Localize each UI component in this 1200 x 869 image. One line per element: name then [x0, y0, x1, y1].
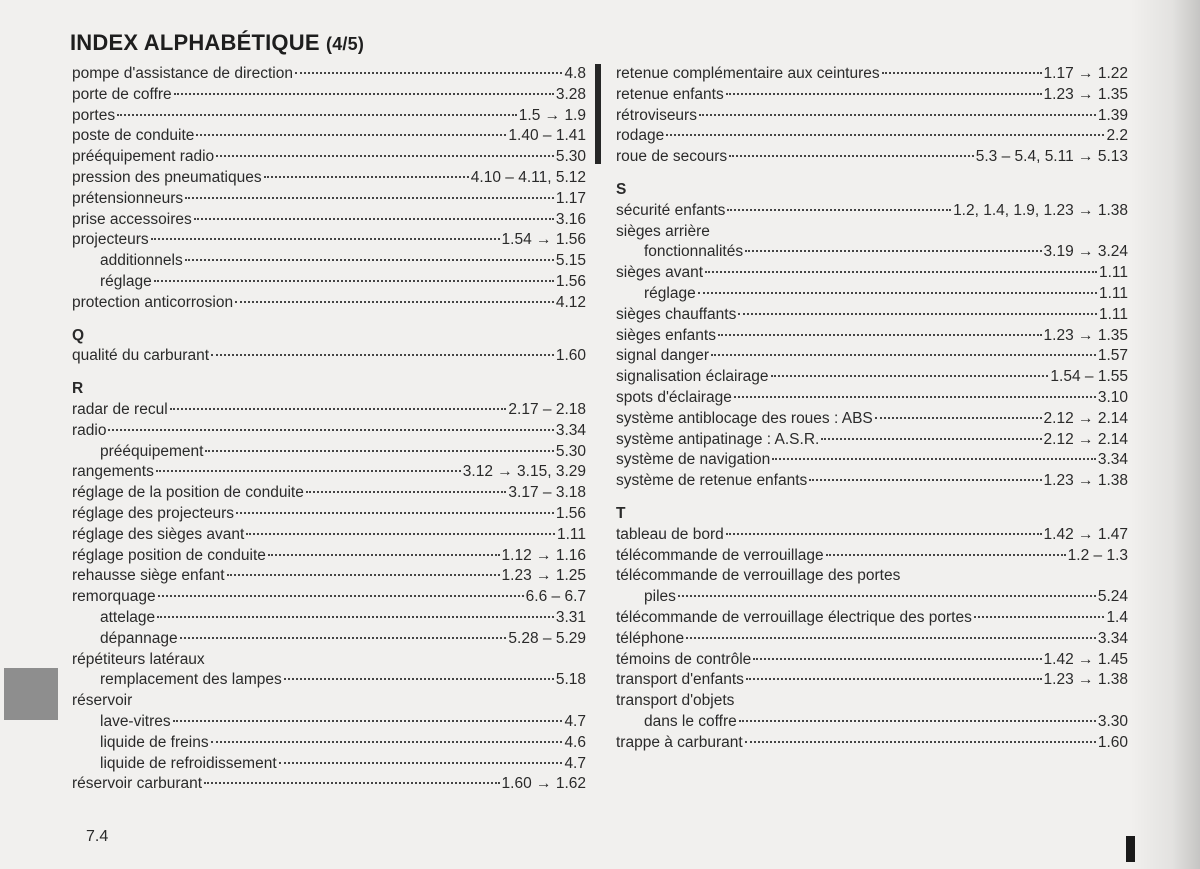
dot-leader [699, 114, 1096, 116]
index-entry [72, 230, 586, 251]
index-entry [72, 106, 586, 127]
dot-leader [718, 334, 1042, 336]
dot-leader [284, 678, 554, 680]
index-page-ref: 2.12 → 2.14 [1043, 409, 1128, 427]
index-term: dépannage [100, 629, 178, 647]
index-page-ref: 3.10 [1097, 388, 1128, 406]
index-entry [72, 400, 586, 421]
index-page-ref: 1.42 → 1.45 [1043, 650, 1128, 668]
index-page-ref: 3.19 → 3.24 [1043, 243, 1128, 261]
index-page-ref: 2.12 → 2.14 [1043, 430, 1128, 448]
index-entry [616, 326, 1128, 347]
index-page-ref: 1.12 → 1.16 [501, 546, 586, 564]
index-page-ref: 1.11 [1098, 305, 1128, 323]
dot-leader [882, 72, 1042, 74]
index-entry [616, 650, 1128, 671]
index-entry [72, 421, 586, 442]
index-page-ref: 1.23 → 1.35 [1043, 85, 1128, 103]
index-entry [72, 504, 586, 525]
index-entry [72, 566, 586, 587]
index-entry [72, 85, 586, 106]
index-page-ref: 1.17 → 1.22 [1043, 65, 1128, 82]
page-title [70, 30, 364, 56]
section-heading-r: R [72, 380, 84, 398]
index-entry [72, 189, 586, 210]
dot-leader [180, 637, 507, 639]
dot-leader [698, 292, 1097, 294]
dot-leader [185, 197, 554, 199]
index-entry [72, 168, 586, 189]
index-page-ref: 1.60 → 1.62 [501, 775, 586, 793]
index-entry [72, 126, 586, 147]
dot-leader [196, 134, 506, 136]
index-term: remorquage [72, 588, 156, 606]
dot-leader [235, 301, 554, 303]
index-term: prééquipement [100, 442, 204, 460]
index-page-ref: 1.54 – 1.55 [1050, 368, 1128, 386]
index-term: retenue complémentaire aux ceintures [616, 65, 880, 82]
dot-leader [729, 155, 974, 157]
index-entry [616, 85, 1128, 106]
index-term: prééquipement radio [72, 148, 215, 166]
index-term-reservoir: réservoir [72, 692, 133, 710]
index-term: réglage position de conduite [72, 546, 266, 564]
index-entry [616, 471, 1128, 492]
index-page-ref: 1.60 [1097, 733, 1128, 751]
page-number: 7.4 [86, 828, 109, 845]
index-page-ref: 1.56 [555, 272, 586, 290]
dot-leader [711, 354, 1096, 356]
index-page-ref: 4.7 [564, 754, 586, 772]
index-page-ref: 4.10 – 4.11, 5.12 [470, 168, 586, 186]
index-page-ref: 6.6 – 6.7 [525, 588, 586, 606]
index-term: rétroviseurs [616, 106, 697, 124]
dot-leader [174, 93, 554, 95]
index-term: pression des pneumatiques [72, 168, 262, 186]
index-page-ref: 1.11 [556, 525, 586, 543]
index-term: système antipatinage : A.S.R. [616, 430, 820, 448]
section-gap [72, 314, 586, 326]
dot-leader [306, 491, 507, 493]
dot-leader [734, 396, 1096, 398]
dot-leader [809, 479, 1041, 481]
entries-p [72, 64, 586, 314]
entries-q [72, 346, 586, 367]
index-entry [72, 272, 586, 293]
index-page-ref: 3.34 [555, 421, 586, 439]
index-page-ref: 1.57 [1097, 347, 1128, 365]
index-entry [616, 126, 1128, 147]
index-page-ref: 1.60 [555, 347, 586, 365]
index-page-ref: 4.8 [564, 65, 586, 82]
index-term: radio [72, 421, 107, 439]
dot-leader [204, 782, 499, 784]
section-heading-q: Q [72, 326, 85, 344]
index-entry [616, 64, 1128, 85]
dot-leader [875, 417, 1042, 419]
index-entry [616, 201, 1128, 222]
index-entry [616, 284, 1128, 305]
index-entry [72, 251, 586, 272]
dot-leader [264, 176, 469, 178]
index-column-right [616, 64, 1128, 754]
index-term: transport d'enfants [616, 671, 744, 689]
dot-leader [678, 595, 1096, 597]
dot-leader [772, 458, 1096, 460]
index-entry [616, 629, 1128, 650]
index-entry [72, 293, 586, 314]
dot-leader [156, 470, 461, 472]
index-term: radar de recul [72, 400, 168, 418]
index-term: trappe à carburant [616, 733, 743, 751]
index-term: porte de coffre [72, 85, 172, 103]
index-page-ref: 1.56 [555, 504, 586, 522]
entries-t-b [616, 587, 1128, 691]
index-term: sièges enfants [616, 326, 716, 344]
dot-leader [158, 595, 524, 597]
index-entry [616, 546, 1128, 567]
index-entry [616, 430, 1128, 451]
index-term: lave-vitres [100, 712, 171, 730]
section-gap [616, 168, 1128, 180]
index-term-repetiteurs: répétiteurs latéraux [72, 650, 205, 668]
index-page-ref: 5.18 [555, 671, 586, 689]
index-page-ref: 4.6 [564, 733, 586, 751]
index-page-ref: 3.34 [1097, 451, 1128, 469]
index-page-ref: 1.5 → 1.9 [518, 106, 586, 124]
dot-leader [205, 450, 553, 452]
index-entry [72, 442, 586, 463]
dot-leader [771, 375, 1049, 377]
index-term: réglage de la position de conduite [72, 484, 304, 502]
index-entry [72, 64, 586, 85]
index-term: dans le coffre [644, 712, 737, 730]
index-term-telecommande-portes: télécommande de verrouillage des portes [616, 567, 901, 585]
index-term: réglage [644, 284, 696, 302]
dot-leader [705, 271, 1097, 273]
index-entry [72, 733, 586, 754]
section-gap [616, 492, 1128, 504]
index-entry [616, 106, 1128, 127]
index-term-transport-objets: transport d'objets [616, 692, 735, 710]
index-page-ref: 1.11 [1098, 264, 1128, 282]
index-term: liquide de freins [100, 733, 209, 751]
index-page-ref: 3.31 [555, 608, 586, 626]
index-term: sièges avant [616, 264, 704, 282]
index-entry [72, 525, 586, 546]
dot-leader [295, 72, 562, 74]
index-term: télécommande de verrouillage [616, 546, 824, 564]
index-page-ref: 1.23 → 1.25 [501, 567, 586, 585]
index-entry [616, 608, 1128, 629]
index-page-ref: 3.12 → 3.15, 3.29 [462, 463, 586, 481]
dot-leader [746, 678, 1042, 680]
entries-r-c [72, 712, 586, 795]
index-entry [72, 712, 586, 733]
index-page-ref: 5.24 [1097, 588, 1128, 606]
dot-leader [745, 741, 1096, 743]
index-term: système de retenue enfants [616, 472, 808, 490]
index-page-ref: 1.2, 1.4, 1.9, 1.23 → 1.38 [953, 201, 1128, 219]
index-entry [616, 450, 1128, 471]
index-page-ref: 1.39 [1097, 106, 1128, 124]
index-page-ref: 5.15 [555, 252, 586, 270]
index-entry [616, 587, 1128, 608]
title-suffix: (4/5) [326, 34, 365, 54]
dot-leader [268, 554, 500, 556]
index-term: roue de secours [616, 148, 728, 166]
index-entry [616, 305, 1128, 326]
index-entry [616, 346, 1128, 367]
chapter-thumb-tab [4, 668, 58, 720]
index-term: piles [644, 588, 676, 606]
index-page-ref: 4.12 [555, 293, 586, 311]
index-term: rodage [616, 127, 665, 145]
index-page-ref: 1.2 – 1.3 [1067, 546, 1128, 564]
index-term: pompe d'assistance de direction [72, 65, 293, 82]
index-entry [616, 242, 1128, 263]
page-edge-mark [1126, 836, 1135, 862]
index-page-ref: 2.2 [1106, 127, 1128, 145]
entries-t-a [616, 525, 1128, 567]
index-page-ref: 3.30 [1097, 712, 1128, 730]
index-term: tableau de bord [616, 525, 724, 543]
index-entry [72, 546, 586, 567]
index-term: rangements [72, 463, 154, 481]
index-page-ref: 1.23 → 1.35 [1043, 326, 1128, 344]
index-term-sieges-arriere: sièges arrière [616, 222, 710, 240]
index-entry [72, 587, 586, 608]
index-page-ref: 1.42 → 1.47 [1043, 525, 1128, 543]
page-edge-shadow [1130, 0, 1200, 869]
dot-leader [279, 762, 563, 764]
index-entry [616, 263, 1128, 284]
index-term: sécurité enfants [616, 201, 726, 219]
index-page-ref: 1.11 [1098, 284, 1128, 302]
index-term: réglage des projecteurs [72, 504, 234, 522]
section-gap [72, 367, 586, 379]
index-term: rehausse siège enfant [72, 567, 225, 585]
dot-leader [157, 616, 554, 618]
index-term: retenue enfants [616, 85, 724, 103]
index-entry [72, 754, 586, 775]
index-entry [616, 147, 1128, 168]
title-text: INDEX ALPHABÉTIQUE [70, 30, 320, 55]
entries-t-c [616, 712, 1128, 754]
dot-leader [974, 616, 1105, 618]
dot-leader [666, 134, 1104, 136]
dot-leader [739, 720, 1096, 722]
index-term: témoins de contrôle [616, 650, 752, 668]
index-entry [616, 367, 1128, 388]
dot-leader [170, 408, 507, 410]
index-term: fonctionnalités [644, 243, 744, 261]
index-term: signalisation éclairage [616, 368, 769, 386]
index-entry [72, 629, 586, 650]
dot-leader [821, 438, 1041, 440]
index-term: liquide de refroidissement [100, 754, 277, 772]
index-page-ref: 3.17 – 3.18 [508, 484, 586, 502]
index-page-ref: 1.23 → 1.38 [1043, 671, 1128, 689]
index-term: remplacement des lampes [100, 671, 282, 689]
entries-r-a [72, 400, 586, 650]
index-term: réglage [100, 272, 152, 290]
dot-leader [227, 574, 500, 576]
index-column-left [72, 64, 586, 795]
index-page-ref: 1.23 → 1.38 [1043, 472, 1128, 490]
index-term: système antiblocage des roues : ABS [616, 409, 873, 427]
dot-leader [246, 533, 555, 535]
index-term: signal danger [616, 347, 710, 365]
index-term: prétensionneurs [72, 189, 184, 207]
dot-leader [236, 512, 554, 514]
index-term: système de navigation [616, 451, 771, 469]
index-entry [72, 670, 586, 691]
index-term: télécommande de verrouillage électrique des portes [616, 608, 972, 626]
index-term: poste de conduite [72, 127, 195, 145]
index-entry [616, 712, 1128, 733]
index-entry [72, 462, 586, 483]
index-page-ref: 3.16 [555, 210, 586, 228]
index-page-ref: 4.7 [564, 712, 586, 730]
index-page-ref: 3.34 [1097, 629, 1128, 647]
index-page-ref: 1.54 → 1.56 [501, 231, 586, 249]
index-term: portes [72, 106, 116, 124]
index-entry [72, 774, 586, 795]
column-divider-bar [595, 64, 601, 164]
index-entry [616, 525, 1128, 546]
entries-r-b [72, 670, 586, 691]
dot-leader [753, 658, 1041, 660]
index-term: téléphone [616, 629, 685, 647]
index-term: qualité du carburant [72, 347, 210, 365]
index-page-ref: 1.17 [555, 189, 586, 207]
index-page-ref: 5.30 [555, 442, 586, 460]
entries-s-b [616, 242, 1128, 492]
dot-leader [194, 218, 554, 220]
section-heading-s: S [616, 180, 627, 198]
index-entry [72, 147, 586, 168]
dot-leader [826, 554, 1066, 556]
index-page-ref: 5.3 – 5.4, 5.11 → 5.13 [975, 148, 1128, 166]
index-term: projecteurs [72, 231, 149, 249]
index-term: réglage des sièges avant [72, 525, 245, 543]
index-entry [72, 483, 586, 504]
index-page-ref: 1.4 [1106, 608, 1128, 626]
dot-leader [745, 250, 1041, 252]
dot-leader [154, 280, 554, 282]
dot-leader [738, 313, 1097, 315]
dot-leader [173, 720, 563, 722]
index-entry [72, 608, 586, 629]
dot-leader [108, 429, 553, 431]
index-entry [616, 670, 1128, 691]
index-entry [616, 733, 1128, 754]
dot-leader [117, 114, 517, 116]
dot-leader [211, 354, 554, 356]
index-page-ref: 5.30 [555, 148, 586, 166]
entries-s-a [616, 201, 1128, 222]
index-entry [72, 346, 586, 367]
dot-leader [726, 533, 1042, 535]
index-term: protection anticorrosion [72, 293, 234, 311]
index-term: sièges chauffants [616, 305, 737, 323]
index-page-ref: 2.17 – 2.18 [508, 400, 586, 418]
index-term: spots d'éclairage [616, 388, 732, 406]
dot-leader [151, 238, 500, 240]
dot-leader [726, 93, 1042, 95]
index-term: réservoir carburant [72, 775, 203, 793]
index-term: additionnels [100, 252, 183, 270]
index-entry [72, 210, 586, 231]
index-page-ref: 1.40 – 1.41 [508, 127, 586, 145]
index-page-ref: 3.28 [555, 85, 586, 103]
index-page-ref: 5.28 – 5.29 [508, 629, 586, 647]
entries-r-right [616, 64, 1128, 168]
dot-leader [216, 155, 554, 157]
dot-leader [727, 209, 951, 211]
dot-leader [185, 259, 554, 261]
dot-leader [686, 637, 1096, 639]
index-entry [616, 409, 1128, 430]
index-term: attelage [100, 608, 156, 626]
section-heading-t: T [616, 504, 626, 522]
dot-leader [211, 741, 563, 743]
index-term: prise accessoires [72, 210, 192, 228]
index-entry [616, 388, 1128, 409]
